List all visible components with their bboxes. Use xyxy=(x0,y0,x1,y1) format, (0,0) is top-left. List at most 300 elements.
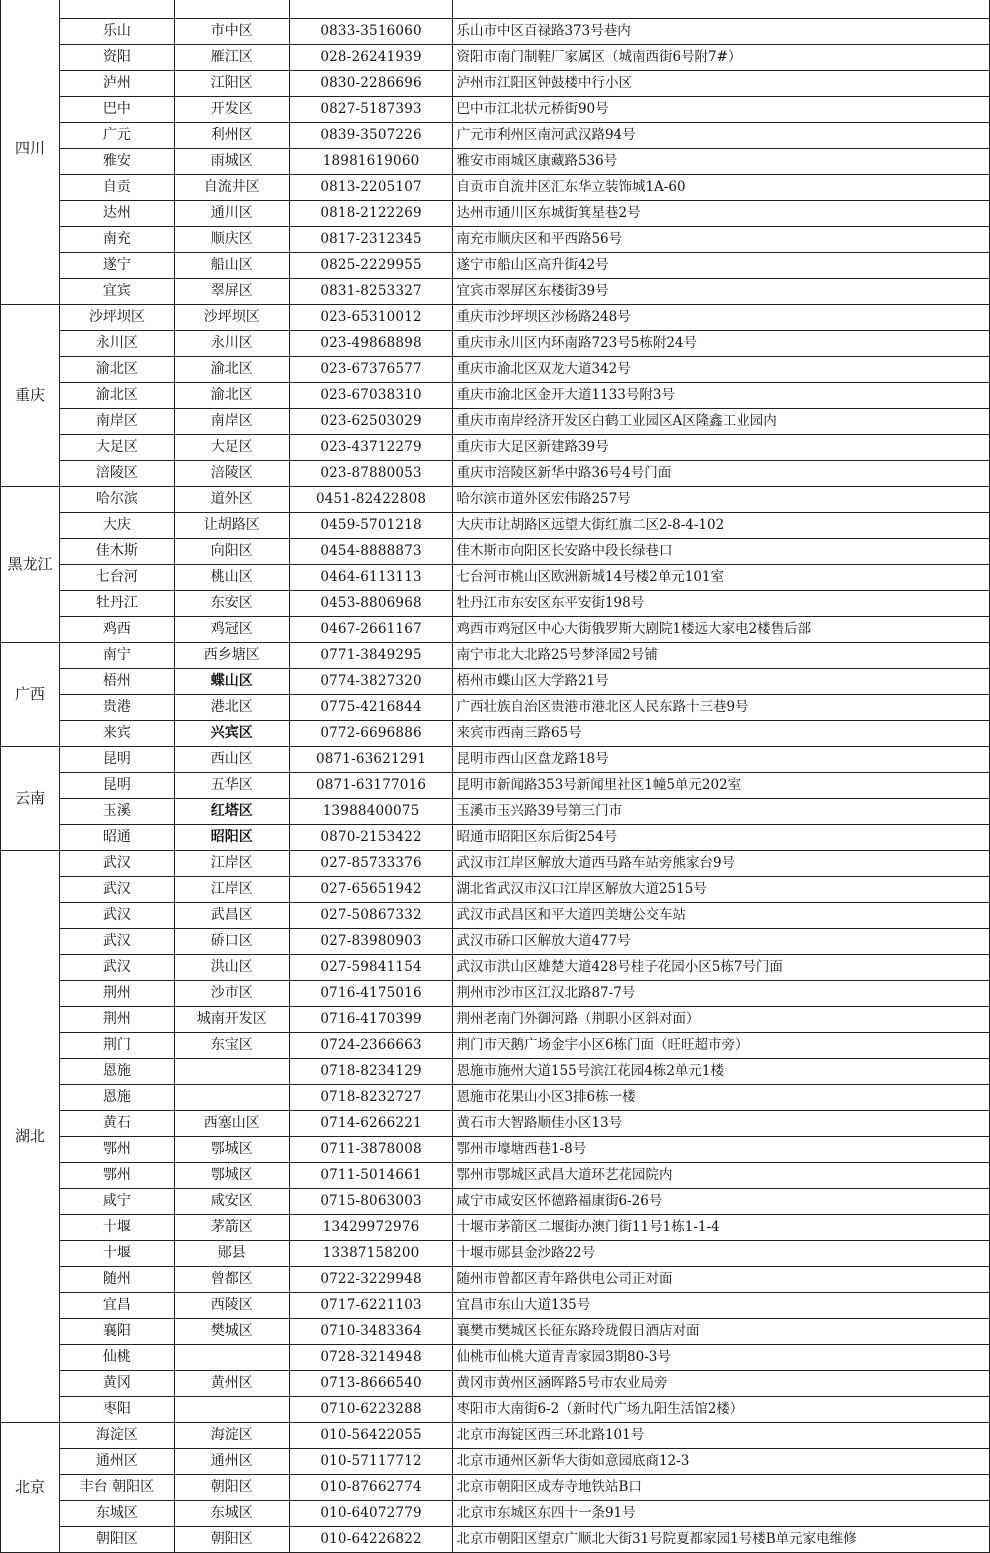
city-cell: 广元 xyxy=(59,123,174,149)
phone-cell: 0467-2661167 xyxy=(289,617,453,643)
province-cell: 湖北 xyxy=(1,851,60,1423)
city-cell: 鸡西 xyxy=(59,617,174,643)
district-cell: 硚口区 xyxy=(174,929,289,955)
city-cell: 通州区 xyxy=(59,1449,174,1475)
address-cell: 宜宾市翠屏区东楼街39号 xyxy=(453,279,990,305)
city-cell: 南充 xyxy=(59,227,174,253)
district-cell: 开发区 xyxy=(174,97,289,123)
table-row xyxy=(1,305,990,331)
address-cell: 北京市朝阳区望京广顺北大街31号院夏都家园1号楼B单元家电维修 xyxy=(453,1527,990,1553)
city-cell: 宜昌 xyxy=(59,1293,174,1319)
district-cell: 道外区 xyxy=(174,487,289,513)
district-cell: 翠屏区 xyxy=(174,279,289,305)
phone-cell: 023-67038310 xyxy=(289,383,453,409)
district-cell: 海淀区 xyxy=(174,1423,289,1449)
district-cell: 东城区 xyxy=(174,1501,289,1527)
city-cell: 十堰 xyxy=(59,1241,174,1267)
phone-cell: 010-64072779 xyxy=(289,1501,453,1527)
city-cell: 自贡 xyxy=(59,175,174,201)
table-row xyxy=(1,825,990,851)
address-cell: 达州市通川区东城街箕星巷2号 xyxy=(453,201,990,227)
phone-cell: 010-57117712 xyxy=(289,1449,453,1475)
city-cell: 武汉 xyxy=(59,851,174,877)
phone-cell: 027-65651942 xyxy=(289,877,453,903)
district-cell: 沙市区 xyxy=(174,981,289,1007)
phone-cell: 0711-5014661 xyxy=(289,1163,453,1189)
address-cell: 北京市海锭区西三环北路101号 xyxy=(453,1423,990,1449)
address-cell: 大庆市让胡路区远望大街红旗二区2-8-4-102 xyxy=(453,513,990,539)
phone-cell: 0454-8888873 xyxy=(289,539,453,565)
phone-cell: 0717-6221103 xyxy=(289,1293,453,1319)
phone-cell: 0833-3516060 xyxy=(289,19,453,45)
table-row xyxy=(1,331,990,357)
address-cell: 南充市顺庆区和平西路56号 xyxy=(453,227,990,253)
address-cell: 北京市通州区新华大街如意园底商12-3 xyxy=(453,1449,990,1475)
address-cell: 佳木斯市向阳区长安路中段长绿巷口 xyxy=(453,539,990,565)
phone-cell: 023-87880053 xyxy=(289,461,453,487)
address-cell: 随州市曾都区青年路供电公司正对面 xyxy=(453,1267,990,1293)
address-cell: 恩施市施州大道155号滨江花园4栋2单元1楼 xyxy=(453,1059,990,1085)
district-cell: 涪陵区 xyxy=(174,461,289,487)
district-cell: 城南开发区 xyxy=(174,1007,289,1033)
table-row xyxy=(1,695,990,721)
address-cell: 资阳市南门制鞋厂家属区（城南西街6号附7#） xyxy=(453,45,990,71)
phone-cell: 0871-63177016 xyxy=(289,773,453,799)
address-cell: 广元市利州区南河武汉路94号 xyxy=(453,123,990,149)
city-cell: 玉溪 xyxy=(59,799,174,825)
district-cell: 沙坪坝区 xyxy=(174,305,289,331)
city-cell: 泸州 xyxy=(59,71,174,97)
phone-cell: 027-59841154 xyxy=(289,955,453,981)
district-cell xyxy=(174,0,289,19)
table-row xyxy=(1,1449,990,1475)
table-row xyxy=(1,877,990,903)
address-cell: 来宾市西南三路65号 xyxy=(453,721,990,747)
phone-cell xyxy=(289,0,453,19)
phone-cell: 023-62503029 xyxy=(289,409,453,435)
province-cell: 黑龙江 xyxy=(1,487,60,643)
table-row xyxy=(1,747,990,773)
phone-cell: 0451-82422808 xyxy=(289,487,453,513)
city-cell: 武汉 xyxy=(59,877,174,903)
city-cell: 巴中 xyxy=(59,97,174,123)
table-row xyxy=(1,1501,990,1527)
address-cell: 十堰市茅箭区二堰街办澳门街11号1栋1-1-4 xyxy=(453,1215,990,1241)
phone-cell: 0464-6113113 xyxy=(289,565,453,591)
phone-cell: 023-65310012 xyxy=(289,305,453,331)
address-cell: 重庆市渝北区双龙大道342号 xyxy=(453,357,990,383)
city-cell: 来宾 xyxy=(59,721,174,747)
address-cell: 雅安市雨城区康藏路536号 xyxy=(453,149,990,175)
address-cell: 荆州市沙市区江汉北路87-7号 xyxy=(453,981,990,1007)
table-row xyxy=(1,435,990,461)
district-cell xyxy=(174,1085,289,1111)
city-cell: 荆州 xyxy=(59,1007,174,1033)
phone-cell: 0825-2229955 xyxy=(289,253,453,279)
district-cell: 港北区 xyxy=(174,695,289,721)
address-cell: 武汉市洪山区雄楚大道428号桂子花园小区5栋7号门面 xyxy=(453,955,990,981)
phone-cell: 0813-2205107 xyxy=(289,175,453,201)
phone-cell: 023-43712279 xyxy=(289,435,453,461)
city-cell: 昆明 xyxy=(59,747,174,773)
address-cell: 十堰市郧县金沙路22号 xyxy=(453,1241,990,1267)
phone-cell: 028-26241939 xyxy=(289,45,453,71)
address-cell: 黄石市大智路顺佳小区13号 xyxy=(453,1111,990,1137)
phone-cell: 13988400075 xyxy=(289,799,453,825)
district-cell: 利州区 xyxy=(174,123,289,149)
province-cell: 北京 xyxy=(1,1423,60,1553)
district-cell: 雨城区 xyxy=(174,149,289,175)
city-cell: 永川区 xyxy=(59,331,174,357)
phone-cell: 0718-8232727 xyxy=(289,1085,453,1111)
address-cell: 鄂州市壕塘西巷1-8号 xyxy=(453,1137,990,1163)
phone-cell: 023-67376577 xyxy=(289,357,453,383)
district-cell: 船山区 xyxy=(174,253,289,279)
phone-cell: 0716-4175016 xyxy=(289,981,453,1007)
city-cell: 哈尔滨 xyxy=(59,487,174,513)
table-row xyxy=(1,565,990,591)
phone-cell: 0817-2312345 xyxy=(289,227,453,253)
city-cell: 南宁 xyxy=(59,643,174,669)
district-cell: 向阳区 xyxy=(174,539,289,565)
address-cell: 宜昌市东山大道135号 xyxy=(453,1293,990,1319)
city-cell: 东城区 xyxy=(59,1501,174,1527)
address-cell: 巴中市江北状元桥街90号 xyxy=(453,97,990,123)
address-cell: 武汉市武昌区和平大道四美塘公交车站 xyxy=(453,903,990,929)
address-cell: 梧州市蝶山区大学路21号 xyxy=(453,669,990,695)
city-cell xyxy=(59,0,174,19)
address-cell: 广西壮族自治区贵港市港北区人民东路十三巷9号 xyxy=(453,695,990,721)
table-row xyxy=(1,1345,990,1371)
phone-cell: 0453-8806968 xyxy=(289,591,453,617)
address-cell: 泸州市江阳区钟鼓楼中行小区 xyxy=(453,71,990,97)
district-cell: 曾都区 xyxy=(174,1267,289,1293)
city-cell: 遂宁 xyxy=(59,253,174,279)
table-row xyxy=(1,1319,990,1345)
district-cell: 东宝区 xyxy=(174,1033,289,1059)
address-cell: 枣阳市大南街6-2（新时代广场九阳生活馆2楼） xyxy=(453,1397,990,1423)
province-cell: 云南 xyxy=(1,747,60,851)
district-cell: 洪山区 xyxy=(174,955,289,981)
province-cell: 四川 xyxy=(1,0,60,305)
district-cell: 顺庆区 xyxy=(174,227,289,253)
phone-cell: 0724-2366663 xyxy=(289,1033,453,1059)
district-cell: 蝶山区 xyxy=(174,669,289,695)
address-cell: 牡丹江市东安区东平安街198号 xyxy=(453,591,990,617)
address-cell: 重庆市涪陵区新华中路36号4号门面 xyxy=(453,461,990,487)
city-cell: 昭通 xyxy=(59,825,174,851)
address-cell: 鸡西市鸡冠区中心大街俄罗斯大剧院1楼远大家电2楼售后部 xyxy=(453,617,990,643)
phone-cell: 0711-3878008 xyxy=(289,1137,453,1163)
city-cell: 恩施 xyxy=(59,1085,174,1111)
district-cell: 鄂城区 xyxy=(174,1163,289,1189)
address-cell: 昭通市昭阳区东后街254号 xyxy=(453,825,990,851)
city-cell: 朝阳区 xyxy=(59,1527,174,1553)
district-cell: 茅箭区 xyxy=(174,1215,289,1241)
district-cell: 江岸区 xyxy=(174,851,289,877)
district-cell: 南岸区 xyxy=(174,409,289,435)
table-row xyxy=(1,1241,990,1267)
phone-cell: 023-49868898 xyxy=(289,331,453,357)
phone-cell: 010-87662774 xyxy=(289,1475,453,1501)
district-cell: 江岸区 xyxy=(174,877,289,903)
address-cell: 仙桃市仙桃大道青青家园3期80-3号 xyxy=(453,1345,990,1371)
city-cell: 梧州 xyxy=(59,669,174,695)
table-row xyxy=(1,253,990,279)
table-row xyxy=(1,19,990,45)
address-cell: 重庆市渝北区金开大道1133号附3号 xyxy=(453,383,990,409)
city-cell: 大足区 xyxy=(59,435,174,461)
city-cell: 海淀区 xyxy=(59,1423,174,1449)
city-cell: 涪陵区 xyxy=(59,461,174,487)
city-cell: 昆明 xyxy=(59,773,174,799)
district-cell: 渝北区 xyxy=(174,357,289,383)
phone-cell: 0459-5701218 xyxy=(289,513,453,539)
phone-cell: 0774-3827320 xyxy=(289,669,453,695)
district-cell: 渝北区 xyxy=(174,383,289,409)
city-cell: 七台河 xyxy=(59,565,174,591)
address-cell: 哈尔滨市道外区宏伟路257号 xyxy=(453,487,990,513)
district-cell: 朝阳区 xyxy=(174,1475,289,1501)
district-cell: 鸡冠区 xyxy=(174,617,289,643)
table-row xyxy=(1,123,990,149)
city-cell: 武汉 xyxy=(59,929,174,955)
city-cell: 渝北区 xyxy=(59,357,174,383)
table-row xyxy=(1,149,990,175)
table-row xyxy=(1,45,990,71)
phone-cell: 0772-6696886 xyxy=(289,721,453,747)
address-cell: 重庆市大足区新建路39号 xyxy=(453,435,990,461)
phone-cell: 010-64226822 xyxy=(289,1527,453,1553)
phone-cell: 13387158200 xyxy=(289,1241,453,1267)
district-cell: 江阳区 xyxy=(174,71,289,97)
table-row xyxy=(1,591,990,617)
district-cell: 咸安区 xyxy=(174,1189,289,1215)
table-row xyxy=(1,1371,990,1397)
district-cell: 让胡路区 xyxy=(174,513,289,539)
table-row xyxy=(1,279,990,305)
district-cell xyxy=(174,1345,289,1371)
table-row xyxy=(1,721,990,747)
city-cell: 恩施 xyxy=(59,1059,174,1085)
address-cell xyxy=(453,0,990,19)
table-row xyxy=(1,461,990,487)
city-cell: 鄂州 xyxy=(59,1137,174,1163)
district-cell: 朝阳区 xyxy=(174,1527,289,1553)
district-cell: 西陵区 xyxy=(174,1293,289,1319)
province-cell: 重庆 xyxy=(1,305,60,487)
phone-cell: 0716-4170399 xyxy=(289,1007,453,1033)
district-cell: 五华区 xyxy=(174,773,289,799)
phone-cell: 0722-3229948 xyxy=(289,1267,453,1293)
address-cell: 荆门市天鹅广场金宇小区6栋门面（旺旺超市旁） xyxy=(453,1033,990,1059)
address-cell: 黄冈市黄州区涵晖路5号市农业局旁 xyxy=(453,1371,990,1397)
district-cell: 永川区 xyxy=(174,331,289,357)
address-cell: 荆州老南门外御河路（荆职小区斜对面） xyxy=(453,1007,990,1033)
phone-cell: 0771-3849295 xyxy=(289,643,453,669)
address-cell: 重庆市南岸经济开发区白鹤工业园区A区隆鑫工业园内 xyxy=(453,409,990,435)
city-cell: 黄冈 xyxy=(59,1371,174,1397)
table-row xyxy=(1,71,990,97)
table-row xyxy=(1,487,990,513)
city-cell: 荆州 xyxy=(59,981,174,1007)
phone-cell: 0710-6223288 xyxy=(289,1397,453,1423)
city-cell: 随州 xyxy=(59,1267,174,1293)
address-cell: 北京市东城区东四十一条91号 xyxy=(453,1501,990,1527)
city-cell: 佳木斯 xyxy=(59,539,174,565)
district-cell: 西塞山区 xyxy=(174,1111,289,1137)
district-cell: 西乡塘区 xyxy=(174,643,289,669)
district-cell: 通川区 xyxy=(174,201,289,227)
city-cell: 鄂州 xyxy=(59,1163,174,1189)
table-row xyxy=(1,1163,990,1189)
city-cell: 仙桃 xyxy=(59,1345,174,1371)
district-cell: 樊城区 xyxy=(174,1319,289,1345)
district-cell: 雁江区 xyxy=(174,45,289,71)
city-cell: 荆门 xyxy=(59,1033,174,1059)
table-row xyxy=(1,0,990,19)
table-body xyxy=(1,0,990,1553)
table-row xyxy=(1,929,990,955)
city-cell: 牡丹江 xyxy=(59,591,174,617)
address-cell: 昆明市西山区盘龙路18号 xyxy=(453,747,990,773)
city-cell: 大庆 xyxy=(59,513,174,539)
city-cell: 武汉 xyxy=(59,955,174,981)
city-cell: 雅安 xyxy=(59,149,174,175)
district-cell: 鄂城区 xyxy=(174,1137,289,1163)
address-cell: 恩施市花果山小区3排6栋一楼 xyxy=(453,1085,990,1111)
address-cell: 重庆市永川区内环南路723号5栋附24号 xyxy=(453,331,990,357)
district-cell: 黄州区 xyxy=(174,1371,289,1397)
district-cell: 大足区 xyxy=(174,435,289,461)
district-cell xyxy=(174,1397,289,1423)
phone-cell: 0710-3483364 xyxy=(289,1319,453,1345)
table-row xyxy=(1,981,990,1007)
table-row xyxy=(1,513,990,539)
district-cell: 武昌区 xyxy=(174,903,289,929)
city-cell: 渝北区 xyxy=(59,383,174,409)
phone-cell: 027-85733376 xyxy=(289,851,453,877)
district-cell: 西山区 xyxy=(174,747,289,773)
phone-cell: 0827-5187393 xyxy=(289,97,453,123)
phone-cell: 0715-8063003 xyxy=(289,1189,453,1215)
table-row xyxy=(1,1423,990,1449)
table-row xyxy=(1,1293,990,1319)
province-cell: 广西 xyxy=(1,643,60,747)
address-cell: 武汉市硚口区解放大道477号 xyxy=(453,929,990,955)
district-cell: 东安区 xyxy=(174,591,289,617)
phone-cell: 0839-3507226 xyxy=(289,123,453,149)
phone-cell: 0831-8253327 xyxy=(289,279,453,305)
phone-cell: 13429972976 xyxy=(289,1215,453,1241)
phone-cell: 0718-8234129 xyxy=(289,1059,453,1085)
table-row xyxy=(1,383,990,409)
city-cell: 贵港 xyxy=(59,695,174,721)
phone-cell: 0713-8666540 xyxy=(289,1371,453,1397)
district-cell: 郧县 xyxy=(174,1241,289,1267)
table-row xyxy=(1,1267,990,1293)
phone-cell: 0714-6266221 xyxy=(289,1111,453,1137)
table-row xyxy=(1,1137,990,1163)
district-cell: 市中区 xyxy=(174,19,289,45)
phone-cell: 0728-3214948 xyxy=(289,1345,453,1371)
table-row xyxy=(1,201,990,227)
district-cell: 自流井区 xyxy=(174,175,289,201)
address-cell: 重庆市沙坪坝区沙杨路248号 xyxy=(453,305,990,331)
address-cell: 昆明市新闻路353号新闻里社区1幢5单元202室 xyxy=(453,773,990,799)
table-row xyxy=(1,643,990,669)
phone-cell: 0871-63621291 xyxy=(289,747,453,773)
city-cell: 南岸区 xyxy=(59,409,174,435)
table-row xyxy=(1,1527,990,1553)
table-row xyxy=(1,851,990,877)
table-row xyxy=(1,1189,990,1215)
address-cell: 乐山市中区百禄路373号巷内 xyxy=(453,19,990,45)
city-cell: 沙坪坝区 xyxy=(59,305,174,331)
table-row xyxy=(1,357,990,383)
address-cell: 七台河市桃山区欧洲新城14号楼2单元101室 xyxy=(453,565,990,591)
table-row xyxy=(1,773,990,799)
phone-cell: 010-56422055 xyxy=(289,1423,453,1449)
address-cell: 南宁市北大北路25号梦泽园2号铺 xyxy=(453,643,990,669)
table-row xyxy=(1,1007,990,1033)
table-row xyxy=(1,903,990,929)
table-row xyxy=(1,175,990,201)
table-row xyxy=(1,227,990,253)
phone-cell: 0818-2122269 xyxy=(289,201,453,227)
address-cell: 鄂州市鄂城区武昌大道环艺花园院内 xyxy=(453,1163,990,1189)
city-cell: 丰台 朝阳区 xyxy=(59,1475,174,1501)
table-row xyxy=(1,955,990,981)
table-row xyxy=(1,669,990,695)
table-row xyxy=(1,97,990,123)
table-row xyxy=(1,617,990,643)
table-row xyxy=(1,1059,990,1085)
city-cell: 宜宾 xyxy=(59,279,174,305)
table-row xyxy=(1,1085,990,1111)
city-cell: 枣阳 xyxy=(59,1397,174,1423)
table-row xyxy=(1,799,990,825)
table-row xyxy=(1,1475,990,1501)
phone-cell: 027-50867332 xyxy=(289,903,453,929)
district-cell: 桃山区 xyxy=(174,565,289,591)
table-row xyxy=(1,409,990,435)
phone-cell: 0870-2153422 xyxy=(289,825,453,851)
phone-cell: 0775-4216844 xyxy=(289,695,453,721)
city-cell: 襄阳 xyxy=(59,1319,174,1345)
address-cell: 咸宁市咸安区怀德路福康街6-26号 xyxy=(453,1189,990,1215)
city-cell: 十堰 xyxy=(59,1215,174,1241)
district-cell: 兴宾区 xyxy=(174,721,289,747)
table-row xyxy=(1,1397,990,1423)
address-cell: 遂宁市船山区高升街42号 xyxy=(453,253,990,279)
phone-cell: 027-83980903 xyxy=(289,929,453,955)
district-cell xyxy=(174,1059,289,1085)
table-row xyxy=(1,1215,990,1241)
phone-cell: 0830-2286696 xyxy=(289,71,453,97)
city-cell: 咸宁 xyxy=(59,1189,174,1215)
city-cell: 武汉 xyxy=(59,903,174,929)
table-row xyxy=(1,1033,990,1059)
city-cell: 乐山 xyxy=(59,19,174,45)
district-cell: 通州区 xyxy=(174,1449,289,1475)
city-cell: 资阳 xyxy=(59,45,174,71)
district-cell: 红塔区 xyxy=(174,799,289,825)
table-row xyxy=(1,539,990,565)
city-cell: 黄石 xyxy=(59,1111,174,1137)
city-cell: 达州 xyxy=(59,201,174,227)
address-cell: 自贡市自流井区汇东华立装饰城1A-60 xyxy=(453,175,990,201)
